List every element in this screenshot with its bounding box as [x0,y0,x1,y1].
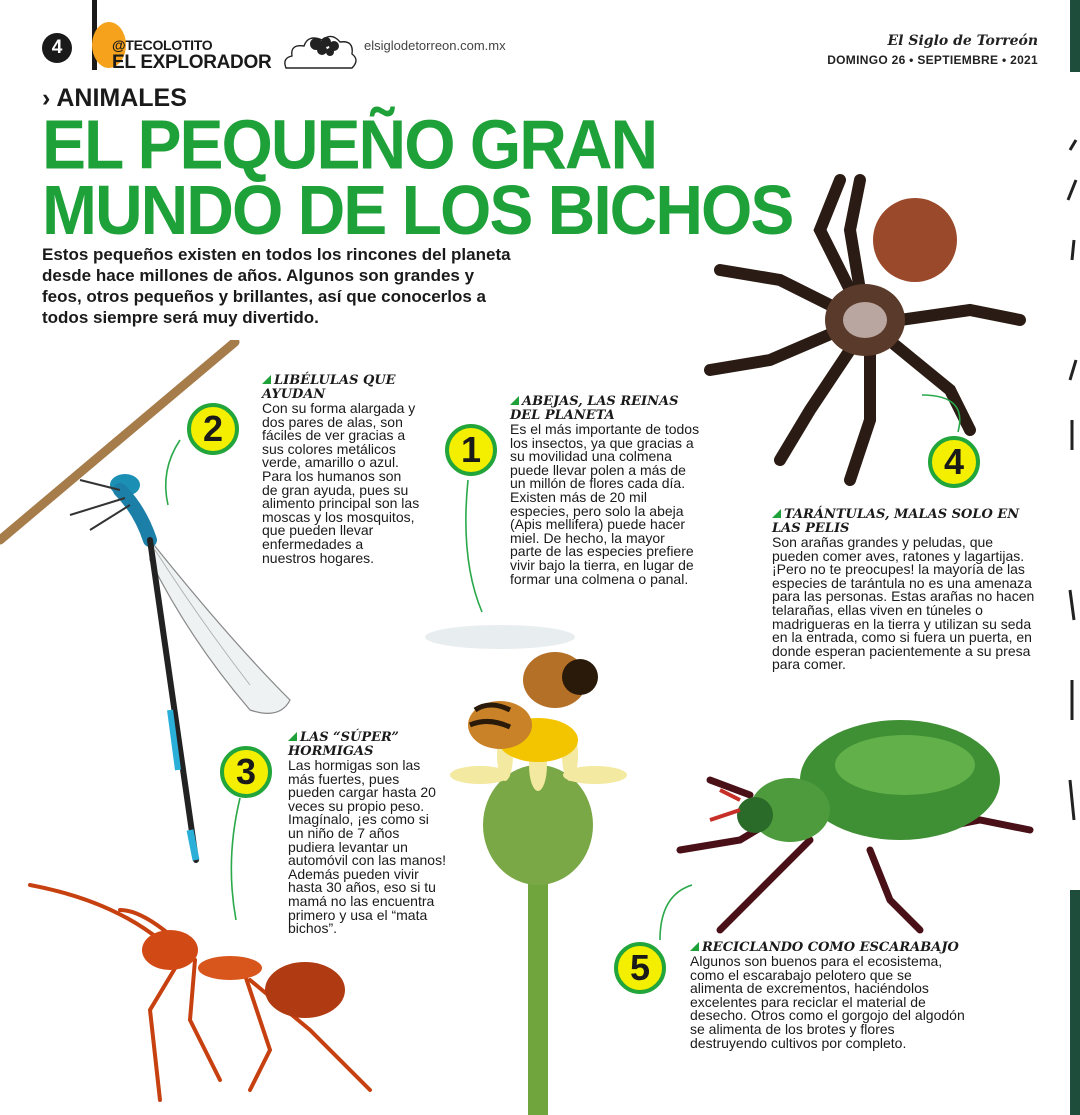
article-body: Algunos son buenos para el ecosistema, como el escarabajo pelotero que se alimenta de excrementos, haciéndolos excelentes para reciclar el material de desecho. Otros como el gorgojo del algodón se alimenta de los brotes y flores destruyendo cultivos por completo. [690,953,965,1051]
intro-paragraph: Estos pequeños existen en todos los rincones del planeta desde hace millones de años. Algunos son grandes y feos, otros pequeños y brillantes, así que conocerlos a todos siempre será muy divertido. [42,245,511,327]
number-badge-4: 4 [928,436,980,488]
issue-date: DOMINGO 26 • SEPTIEMBRE • 2021 [827,53,1038,67]
article-body: Son arañas grandes y peludas, que pueden comer aves, ratones y lagartijas. ¡Pero no te preocupes! la mayoría de las especies de tarántula no es una amenaza para las personas. Estas arañas no hacen telarañas, ellas viven en túneles o madrigueras en la tierra y utilizan su seda en la entrada, como si fuera un puerta, en donde esperan pacientemente a su presa para comer. [772,534,1035,673]
article-bees [510,395,710,586]
brand-name: EL EXPLORADOR [112,52,272,73]
triangle-bullet-icon [262,375,271,384]
title-line-2: MUNDO DE LOS BICHOS [42,170,793,249]
article-ants [288,731,458,936]
article-body: Es el más importante de todos los insectos, ya que gracias a su movilidad una colmena puede llevar polen a más de un millón de flores cada día. Existen más de 20 mil especies, pero solo la abeja (Apis mellifera) puede hacer miel. De hecho, la mayor parte de las especies prefiere vivir bajo la tierra, en lugar de formar una colmena o panal. [510,421,700,587]
number-badge-5: 5 [614,942,666,994]
triangle-bullet-icon [690,942,699,951]
website-link[interactable]: elsiglodetorreon.com.mx [364,38,506,53]
article-dragonflies [262,374,432,565]
section-label: › ANIMALES [42,84,187,112]
article-heading: LAS “SÚPER” HORMIGAS [288,730,399,759]
number-badge-2: 2 [187,403,239,455]
article-heading: RECICLANDO COMO ESCARABAJO [690,941,975,955]
title-line-1: EL PEQUEÑO GRAN [42,105,657,184]
article-body: Las hormigas son las más fuertes, pues pueden cargar hasta 20 veces su propio peso. Imagínalo, ¡es como si un niño de 7 años pudiera levantar un automóvil con las manos! Además pueden vivir hasta 30 años, eso si tu mamá no las encuentra primero y usa el “mata bichos”. [288,757,446,937]
brand-handle: @TECOLOTITO [112,37,213,53]
number-badge-3: 3 [220,746,272,798]
article-beetles [690,941,975,1050]
article-heading: TARÁNTULAS, MALAS SOLO EN LAS PELIS [772,507,1020,536]
page-number: 4 [42,33,72,63]
newspaper-name: El Siglo de Torreón [887,33,1038,49]
article-heading: LIBÉLULAS QUE AYUDAN [262,373,396,402]
number-badge-1: 1 [445,424,497,476]
triangle-bullet-icon [510,396,519,405]
triangle-bullet-icon [772,509,781,518]
article-heading: ABEJAS, LAS REINAS DEL PLANETA [510,394,679,423]
article-tarantulas [772,508,1047,672]
article-body: Con su forma alargada y dos pares de alas, son fáciles de ver gracias a sus colores metálicos verde, amarillo o azul. Para los humanos son de gran ayuda, pues su alimento principal son las moscas y los mosquitos, que pueden llevar enfermedades a nuestros hogares. [262,400,420,566]
triangle-bullet-icon [288,732,297,741]
section-name: ANIMALES [56,84,187,112]
